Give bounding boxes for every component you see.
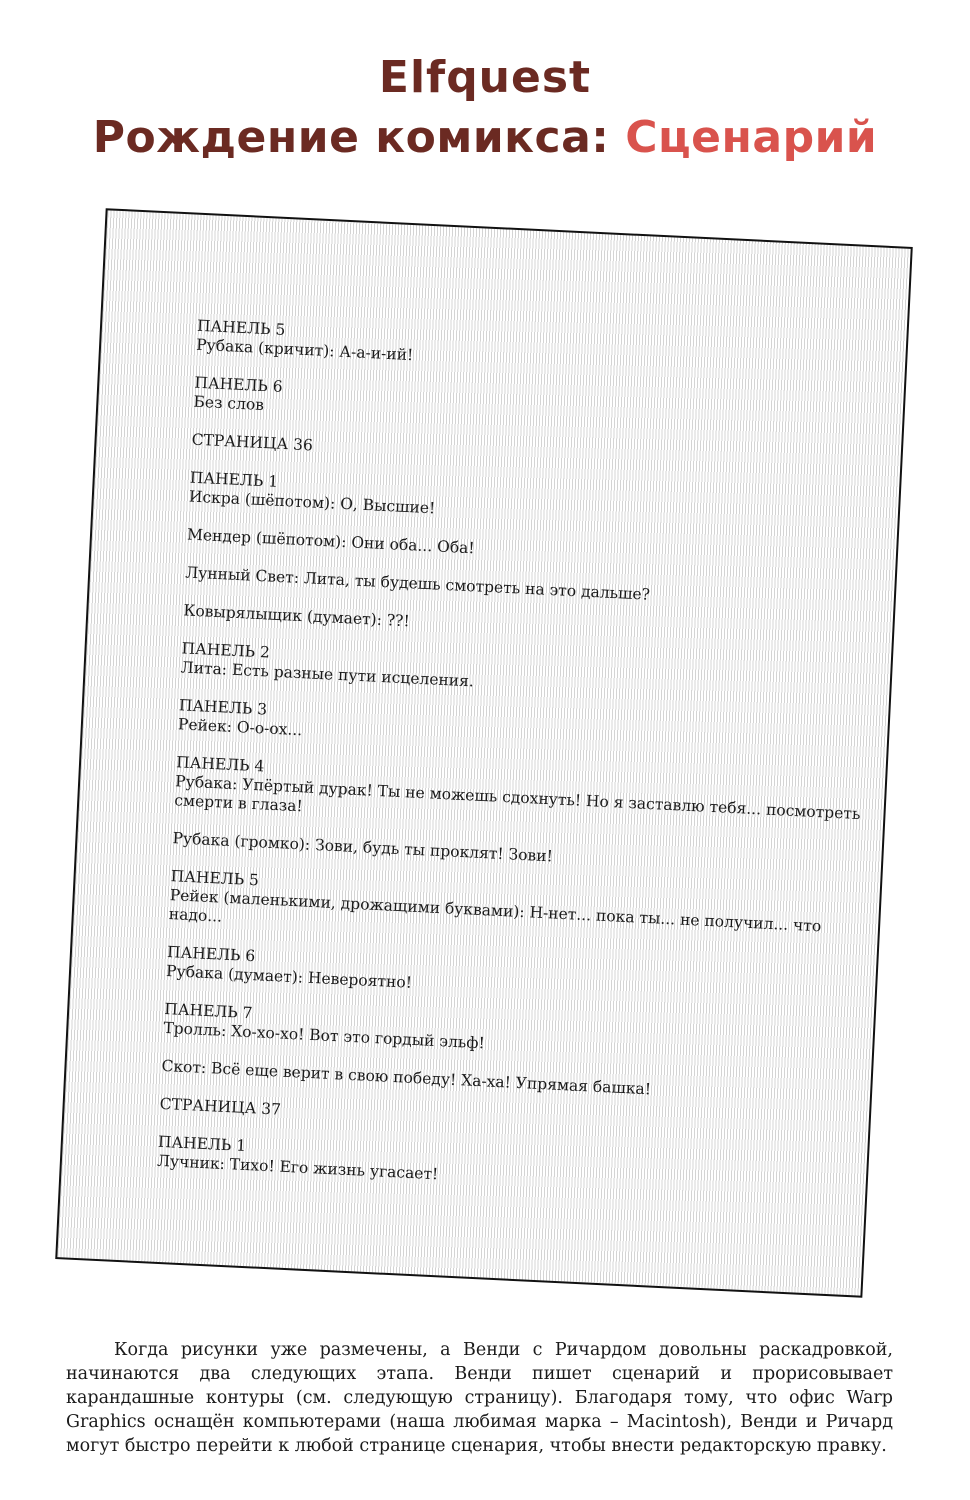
script-line: Лунный Свет: Лита, ты будешь смотреть на это дальше? [184, 563, 651, 604]
script-line: Ковырялыщик (думает): ??! [183, 601, 411, 631]
script-entry [178, 696, 869, 767]
script-heading: ПАНЕЛЬ 1 [157, 1132, 247, 1156]
script-entry [168, 867, 860, 957]
script-heading: ПАНЕЛЬ 4 [175, 753, 265, 776]
script-line: Рейек: О-о-ох... [177, 715, 303, 740]
caption-paragraph: Когда рисунки уже размечены, а Венди с Ричардом довольны раскадровкой, начинаются два следующих этапа. Венди пишет сценарий и прорисовывает карандашные контуры (см. следующую страницу). Благодаря тому, что офис Warp Graphics оснащён компьютерами (наша любимая марка – Macintosh), Венди и Ричард могут быстро перейти к любой странице сценария, чтобы внести редакторскую правку. [66, 1340, 893, 1456]
script-line: Рубака: Упёртый дурак! Ты не можешь сдохнуть! Но я заставлю тебя... посмотреть смерти в глаза! [173, 772, 861, 824]
script-line: Рубака (кричит): А-а-и-ий! [195, 335, 414, 365]
script-entry [196, 317, 887, 388]
script-line: Лита: Есть разные пути исцеления. [180, 658, 475, 691]
script-heading: СТРАНИЦА 36 [191, 430, 314, 455]
script-entry [157, 1133, 848, 1204]
script-entry [193, 374, 884, 445]
script-heading: СТРАНИЦА 37 [159, 1094, 282, 1119]
script-sheet [55, 208, 913, 1298]
script-heading: ПАНЕЛЬ 5 [170, 867, 260, 890]
script-line: Рейек (маленькими, дрожащими буквами): Н-нет... пока ты... не получил... что надо... [168, 886, 822, 936]
script-line: Без слов [193, 392, 265, 415]
script-heading: ПАНЕЛЬ 6 [166, 943, 256, 966]
script-line: Рубака (думает): Невероятно! [165, 962, 413, 992]
script-entry [174, 753, 866, 843]
script-heading: ПАНЕЛЬ 7 [163, 999, 253, 1023]
page-header [0, 48, 970, 168]
script-line: Тролль: Хо-хо-хо! Вот это гордый эльф! [163, 1018, 486, 1053]
script-heading: ПАНЕЛЬ 3 [178, 696, 268, 719]
script-entry [163, 1000, 854, 1071]
script-entry [180, 639, 871, 710]
page-subtitle [0, 108, 970, 168]
comic-title: Elfquest [378, 52, 592, 103]
script-line: Лучник: Тихо! Его жизнь угасает! [156, 1151, 439, 1184]
script-text [156, 317, 887, 1223]
subtitle-main: Рождение комикса: [92, 112, 610, 163]
subtitle-accent: Сценарий [625, 112, 878, 163]
script-entry [188, 469, 879, 540]
script-line: Скот: Всё еще верит в свою победу! Ха-ха! Упрямая башка! [161, 1056, 652, 1099]
script-heading: ПАНЕЛЬ 5 [196, 316, 286, 339]
script-heading: ПАНЕЛЬ 6 [194, 373, 284, 396]
script-line: Мендер (шёпотом): Они оба... Оба! [186, 525, 476, 558]
script-entry [166, 943, 857, 1014]
script-line: Искра (шёпотом): О, Высшие! [188, 487, 436, 518]
script-line: Рубака (громко): Зови, будь ты проклят! Зови! [172, 829, 554, 866]
script-heading: ПАНЕЛЬ 1 [189, 468, 279, 491]
script-heading: ПАНЕЛЬ 2 [181, 639, 271, 662]
